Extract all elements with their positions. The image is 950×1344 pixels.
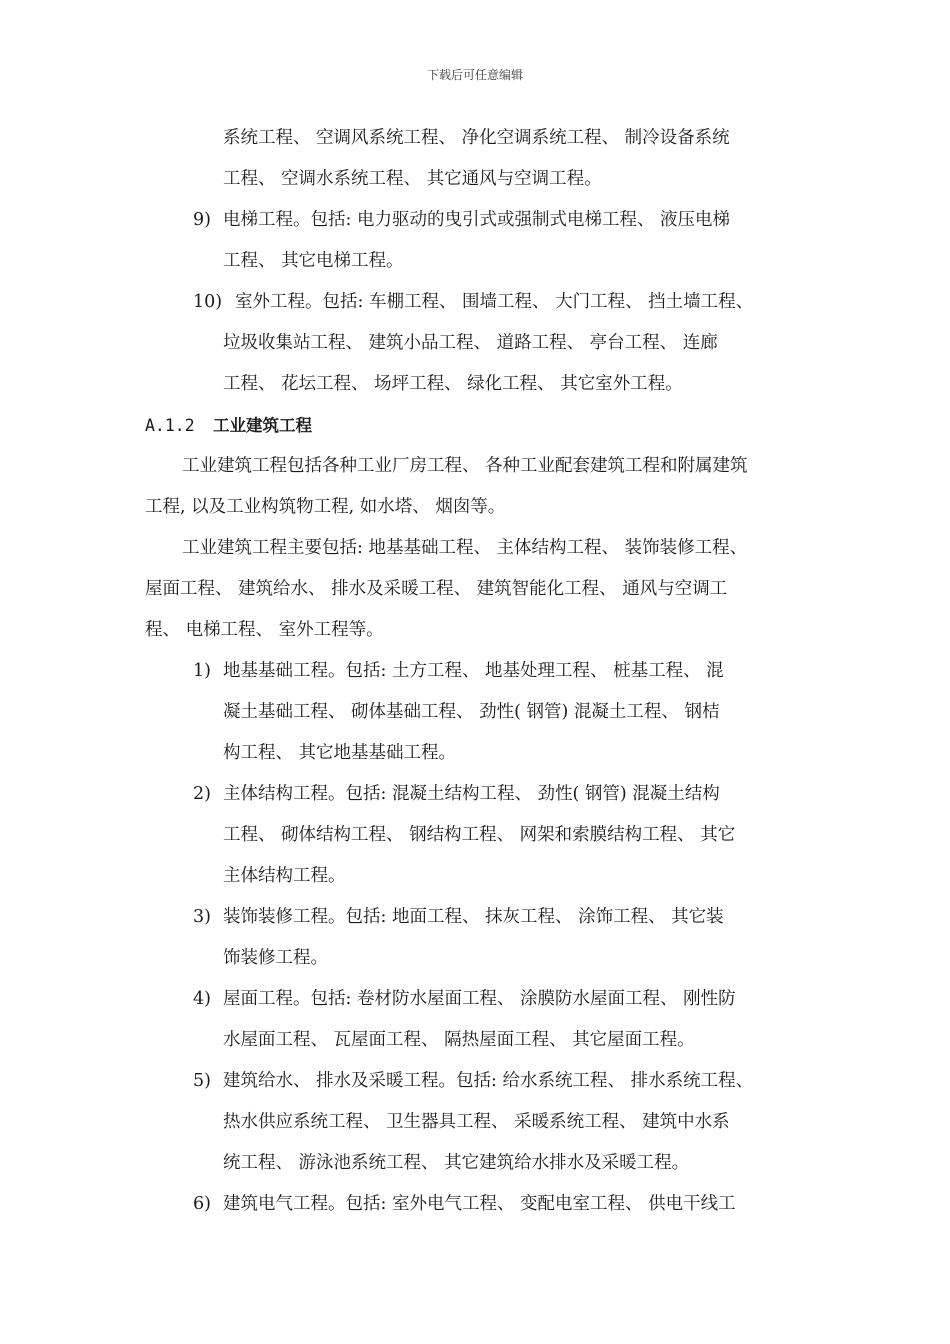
- paragraph-line: 工业建筑工程主要包括: 地基基础工程、 主体结构工程、 装饰装修工程、: [182, 538, 748, 558]
- document-body: [145, 118, 815, 1225]
- text-line: 系统工程、 空调风系统工程、 净化空调系统工程、 制冷设备系统: [223, 128, 730, 148]
- paragraph-line: 工程, 以及工业构筑物工程, 如水塔、 烟囱等。: [145, 497, 506, 517]
- list-item: [145, 282, 815, 323]
- text-line: 饰装修工程。: [223, 948, 328, 968]
- section-title: 工业建筑工程: [213, 416, 312, 435]
- text-line: 工程、 其它电梯工程。: [223, 251, 404, 271]
- list-item: [145, 200, 815, 241]
- list-item-number: 1): [193, 661, 211, 681]
- list-item-number: 4): [193, 989, 211, 1009]
- paragraph-line: 屋面工程、 建筑给水、 排水及采暖工程、 建筑智能化工程、 通风与空调工: [145, 579, 728, 599]
- text-line: 工程、 花坛工程、 场坪工程、 绿化工程、 其它室外工程。: [223, 374, 683, 394]
- paragraph-line: 工业建筑工程包括各种工业厂房工程、 各种工业配套建筑工程和附属建筑: [182, 456, 748, 476]
- list-item-text: 建筑电气工程。包括: 室外电气工程、 变配电室工程、 供电干线工: [223, 1194, 736, 1214]
- list-item-text: 装饰装修工程。包括: 地面工程、 抹灰工程、 涂饰工程、 其它装: [223, 907, 724, 927]
- text-line: 工程、 空调水系统工程、 其它通风与空调工程。: [223, 169, 602, 189]
- list-item-text: 地基基础工程。包括: 土方工程、 地基处理工程、 桩基工程、 混: [223, 661, 724, 681]
- list-item: [145, 651, 815, 692]
- list-item: [145, 774, 815, 815]
- list-item-text: 室外工程。包括: 车棚工程、 围墙工程、 大门工程、 挡土墙工程、: [235, 292, 754, 312]
- list-item-number: 9): [193, 210, 211, 230]
- list-item-text: 屋面工程。包括: 卷材防水屋面工程、 涂膜防水屋面工程、 刚性防: [223, 989, 736, 1009]
- list-item-number: 10): [193, 292, 223, 312]
- section-heading: [145, 405, 815, 446]
- list-item-number: 2): [193, 784, 211, 804]
- text-line: 垃圾收集站工程、 建筑小品工程、 道路工程、 亭台工程、 连廊: [223, 333, 718, 353]
- page-header: 下载后可任意编辑: [426, 68, 523, 82]
- text-line: 水屋面工程、 瓦屋面工程、 隔热屋面工程、 其它屋面工程。: [223, 1030, 695, 1050]
- list-item-number: 6): [193, 1194, 211, 1214]
- text-line: 热水供应系统工程、 卫生器具工程、 采暖系统工程、 建筑中水系: [223, 1112, 730, 1132]
- list-item-text: 建筑给水、 排水及采暖工程。包括: 给水系统工程、 排水系统工程、: [223, 1071, 754, 1091]
- list-item: [145, 979, 815, 1020]
- text-line: 统工程、 游泳池系统工程、 其它建筑给水排水及采暖工程。: [223, 1153, 690, 1173]
- text-line: 主体结构工程。: [223, 866, 346, 886]
- list-item: [145, 1184, 815, 1225]
- list-item-text: 主体结构工程。包括: 混凝土结构工程、 劲性( 钢管) 混凝土结构: [223, 784, 720, 804]
- section-number: A.1.2: [145, 416, 195, 435]
- list-item-text: 电梯工程。包括: 电力驱动的曳引式或强制式电梯工程、 液压电梯: [223, 210, 731, 230]
- text-line: 构工程、 其它地基基础工程。: [223, 743, 457, 763]
- text-line: 凝土基础工程、 砌体基础工程、 劲性( 钢管) 混凝土工程、 钢桔: [223, 702, 720, 722]
- text-line: 工程、 砌体结构工程、 钢结构工程、 网架和索膜结构工程、 其它: [223, 825, 736, 845]
- list-item: [145, 1061, 815, 1102]
- list-item-number: 3): [193, 907, 211, 927]
- list-item-number: 5): [193, 1071, 211, 1091]
- paragraph-line: 程、 电梯工程、 室外工程等。: [145, 620, 384, 640]
- list-item: [145, 897, 815, 938]
